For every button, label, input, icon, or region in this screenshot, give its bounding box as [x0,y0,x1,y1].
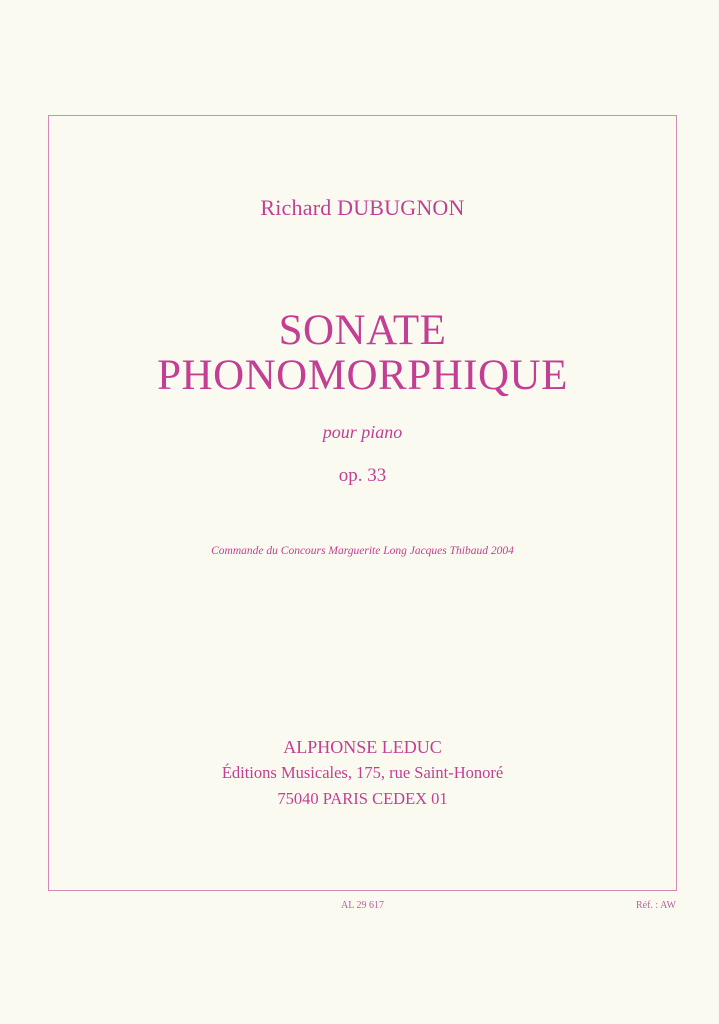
reference-code: Réf. : AW [635,900,676,911]
composer-name: Richard DUBUGNON [260,195,465,220]
publisher-name: ALPHONSE LEDUC [283,737,442,757]
commission-note: Commande du Concours Marguerite Long Jacques Thibaud 2004 [211,545,514,557]
publisher-address-line-2: 75040 PARIS CEDEX 01 [277,789,448,808]
work-title-line-2: PHONOMORPHIQUE [157,352,568,399]
publisher-address-line-1: Éditions Musicales, 175, rue Saint-Honoré [221,763,504,782]
catalog-number: AL 29 617 [341,900,384,911]
opus-number: op. 33 [338,465,387,486]
instrumentation: pour piano [322,422,403,442]
work-title-line-1: SONATE [278,307,447,354]
